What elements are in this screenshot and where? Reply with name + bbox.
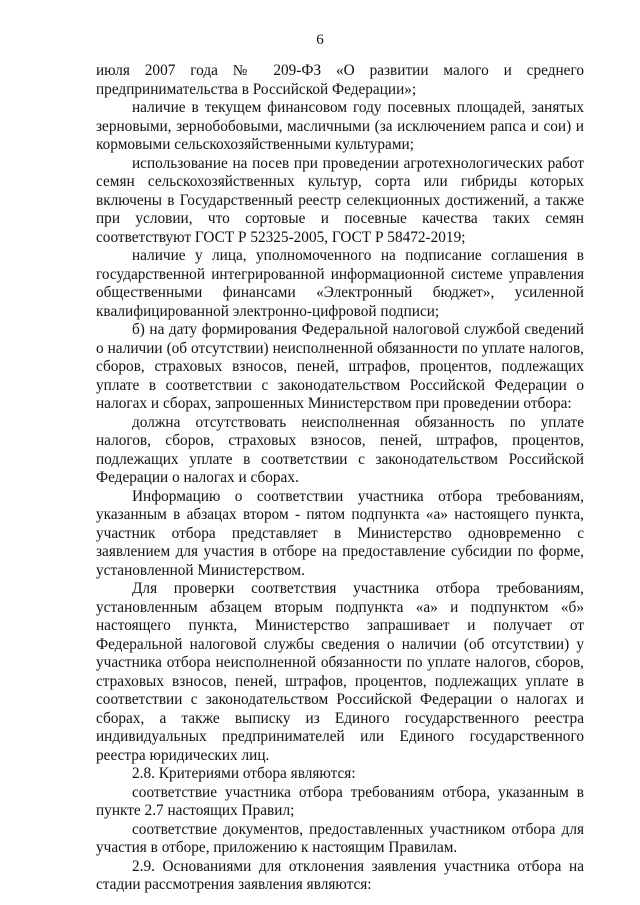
paragraph-verification: Для проверки соответствия участника отбора требованиям, установленным абзацем вторым подпункта «а» и подпунктом «б» настоящего пункта, Министерство запрашивает и получает от Федеральной налоговой службы сведения о наличии (об отсутствии) у участника отбора неисполненной обязанности по уплате налогов, сборов, страховых взносов, пеней, штрафов, процентов, подлежащих уплате в соответствии с законодательством Российской Федерации о налогах и сборах, а также выписку из Единого государственного реестра индивидуальных предпринимателей или Единого государственного реестра юридических лиц. <box>96 580 584 764</box>
paragraph-continuation: июля 2007 года № 209-ФЗ «О развитии малого и среднего предпринимательства в Российской Федерации»; <box>96 62 584 98</box>
document-body <box>96 62 584 895</box>
paragraph-tax-info-date: б) на дату формирования Федеральной налоговой службой сведений о наличии (об отсутствии) неисполненной обязанности по уплате налогов, сборов, страховых взносов, пеней, штрафов, процентов, подлежащих уплате в соответствии с законодательством Российской Федерации о налогах и сборах, запрошенных Министерством при проведении отбора: <box>96 321 584 412</box>
paragraph-criteria-heading: 2.8. Критериями отбора являются: <box>132 765 356 782</box>
paragraph-compliance-info: Информацию о соответствии участника отбора требованиям, указанным в абзацах втором - пятом подпункта «а» настоящего пункта, участник отбора представляет в Министерство одновременно с заявлением для участия в отборе на предоставление субсидии по форме, установленной Министерством. <box>96 487 584 579</box>
paragraph-criterion-requirements: соответствие участника отбора требованиям отбора, указанным в пункте 2.7 настоящих Правил; <box>96 783 584 819</box>
paragraph-sown-areas: наличие в текущем финансовом году посевных площадей, занятых зерновыми, зернобобовыми, масличными (за исключением рапса и сои) и кормовыми сельскохозяйственными культурами; <box>96 99 584 153</box>
paragraph-criterion-documents: соответствие документов, предоставленных участником отбора для участия в отборе, приложению к настоящим Правилам. <box>96 820 584 856</box>
page-number: 6 <box>316 32 324 48</box>
paragraph-no-tax-debt: должна отсутствовать неисполненная обязанность по уплате налогов, сборов, страховых взносов, пеней, штрафов, процентов, подлежащих уплате в соответствии с законодательством Российской Федерации о налогах и сборах. <box>96 413 584 486</box>
paragraph-digital-signature: наличие у лица, уполномоченного на подписание соглашения в государственной интегрированной информационной системе управления общественными финансами «Электронный бюджет», усиленной квалифицированной электронно-цифровой подписи; <box>96 247 584 320</box>
paragraph-seed-usage: использование на посев при проведении агротехнологических работ семян сельскохозяйственных культур, сорта или гибриды которых включены в Государственный реестр селекционных достижений, а также при условии, что сортовые и посевные качества таких семян соответствуют ГОСТ Р 52325-2005, ГОСТ Р 58472-2019; <box>96 154 584 246</box>
paragraph-rejection-grounds: 2.9. Основаниями для отклонения заявления участника отбора на стадии рассмотрения заявления являются: <box>96 857 584 893</box>
